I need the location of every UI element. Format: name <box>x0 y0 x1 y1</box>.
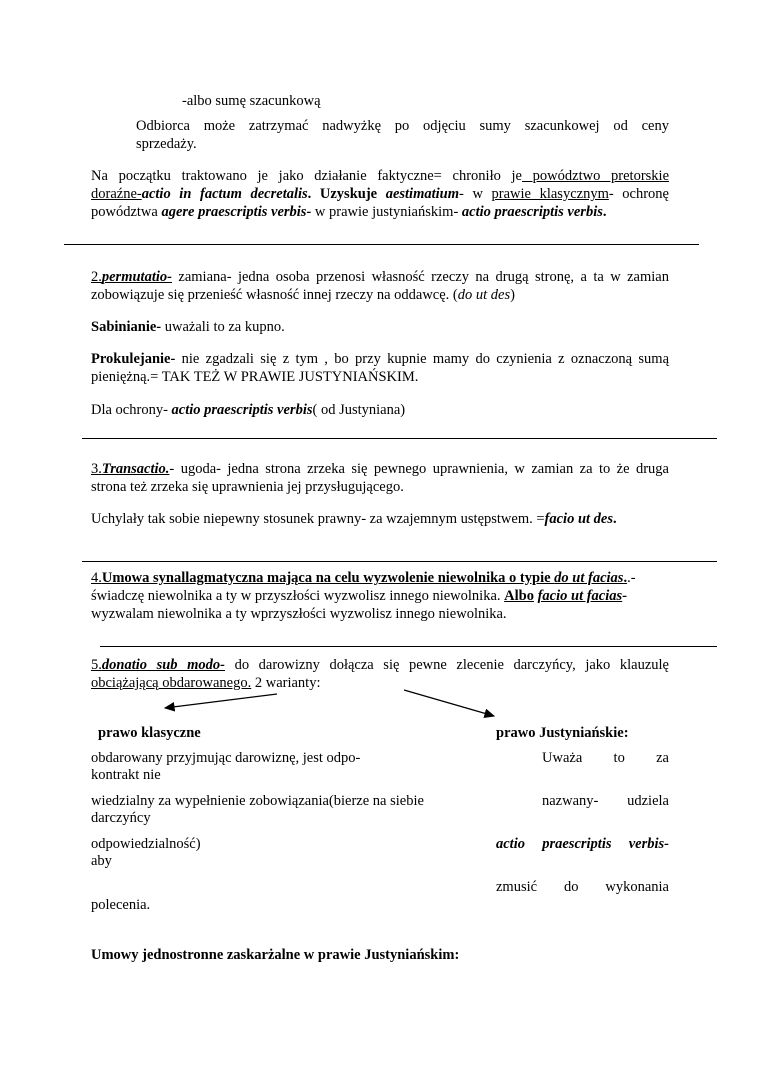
s3-term: Transactio. <box>101 461 170 477</box>
s3-num: 3. <box>91 461 102 477</box>
intro-end-dot: . <box>602 204 607 220</box>
s5-right-4 <box>496 878 669 896</box>
s5-r4-w1: zmusić <box>496 879 538 895</box>
s4-l2-a: świadczę niewolnika a ty w przyszłości wyzwolisz innego niewolnika. <box>91 588 505 604</box>
s3-l3-c: . <box>613 511 617 527</box>
s5-left-5: odpowiedzialność) <box>91 836 201 852</box>
s2-sab-label: Sabinianie- <box>91 319 162 335</box>
footer-heading: Umowy jednostronne zaskarżalne w prawie Justyniańskim: <box>91 947 460 963</box>
s2-line-1 <box>91 268 669 286</box>
s5-right-2 <box>542 792 669 810</box>
intro-prawie-klasycznym: prawie klasycznym <box>491 186 609 202</box>
intro-para-line-2 <box>91 185 669 203</box>
divider-3 <box>82 561 717 562</box>
intro-underlined: powództwo pretorskie <box>522 168 669 184</box>
s4-num: 4. <box>91 570 102 586</box>
s5-left-7: polecenia. <box>91 897 151 913</box>
s5-right-1 <box>542 749 669 767</box>
s2-l2-end: ) <box>510 287 515 303</box>
s3-l1-text: - ugoda- jedna strona zrzeka się pewnego uprawnienia, w zamian za to że druga <box>169 461 669 477</box>
s2-dla-c: ( od Justyniana) <box>312 402 406 418</box>
intro-actio-factum: actio in factum decretalis <box>141 186 308 202</box>
s4-title: Umowa synallagmatyczna mająca na celu wyzwolenie niewolnika o typie <box>101 570 555 586</box>
s2-dla-b: actio praescriptis verbis <box>171 402 313 418</box>
s5-r1-w2: to <box>613 750 625 766</box>
s5-r1-w1: Uważa <box>542 750 583 766</box>
intro-text: Na początku traktowano je jako działanie faktyczne= chroniło je <box>91 168 522 184</box>
s4-title-end: . <box>623 570 628 586</box>
s5-r4-w2: do <box>563 879 579 895</box>
s2-line-2 <box>91 286 515 304</box>
intro-actio-praescriptis: actio praescriptis verbis <box>461 204 603 220</box>
intro-powodztwa: powództwa <box>91 204 162 220</box>
s4-line-3: wyzwalam niewolnika a ty wprzyszłości wyzwolisz innego niewolnika. <box>91 606 507 622</box>
s5-warianty: 2 warianty: <box>251 675 321 691</box>
s5-r3-w3: verbis- <box>628 836 669 852</box>
s5-r4-w3: wykonania <box>605 879 669 895</box>
s2-prokulejanie-2: pieniężną.= TAK TEŻ W PRAWIE JUSTYNIAŃSKIM. <box>91 369 419 385</box>
s5-left-1: obdarowany przyjmując darowiznę, jest odpo- <box>91 750 361 766</box>
s2-dla-a: Dla ochrony- <box>91 402 172 418</box>
s3-line-3 <box>91 510 617 528</box>
intro-para-line-1 <box>91 167 669 185</box>
s3-line-1 <box>91 460 669 478</box>
s3-l3-a: Uchylały tak sobie niepewny stosunek prawny- za wzajemnym ustępstwem. = <box>91 511 545 527</box>
divider-1 <box>64 244 699 245</box>
intro-dot: . Uzyskuje <box>307 186 386 202</box>
s2-l2-text: zobowiązuje się przenieść własność innej rzeczy na oddawcę. ( <box>91 287 458 303</box>
s5-r1-w3: za <box>656 750 669 766</box>
s2-prok-text: nie zgadzali się z tym , bo przy kupnie mamy do czynienia z oznaczoną sumą <box>175 351 669 367</box>
intro-para-line-3 <box>91 203 607 221</box>
s5-right-heading: prawo Justyniańskie: <box>496 725 629 741</box>
s5-left-6: aby <box>91 853 112 869</box>
intro-doraźne: doraźne- <box>91 186 142 202</box>
s4-albo: Albo <box>504 588 534 604</box>
s4-l2-e: - <box>622 588 628 604</box>
intro-text-w: - w <box>459 186 492 202</box>
s4-do-ut-facias: do ut facias <box>554 570 624 586</box>
s5-left-4: darczyńcy <box>91 810 151 826</box>
arrow-right <box>404 690 494 716</box>
s4-facio-ut-facias: facio ut facias <box>537 588 623 604</box>
s2-prokulejanie-1 <box>91 350 669 368</box>
s5-l1-text: do darowizny dołącza się pewne zlecenie darczyńcy, jako klauzulę <box>224 657 669 673</box>
odbiorca-line-1: Odbiorca może zatrzymać nadwyżkę po odjęciu sumy szacunkowej od ceny <box>136 118 669 134</box>
s3-line-2: strona też zrzeka się uprawnienia jej przysługującego. <box>91 479 404 495</box>
intro-justynianskim: w prawie justyniańskim- <box>311 204 462 220</box>
s2-term: permutatio- <box>101 269 172 285</box>
divider-4 <box>100 646 717 647</box>
s5-r2-w1: nazwany- <box>542 793 599 809</box>
s5-line-2 <box>91 674 320 692</box>
s4-line-2 <box>91 587 627 605</box>
s2-sabinianie <box>91 318 285 336</box>
s2-dla-ochrony <box>91 401 405 419</box>
s5-left-3: wiedzialny za wypełnienie zobowiązania(bierze na siebie <box>91 793 424 809</box>
s5-r3-w2: praescriptis <box>542 836 612 852</box>
intro-aestimatium: aestimatium <box>385 186 460 202</box>
intro-agere: agere praescriptis verbis- <box>161 204 312 220</box>
line-suma: -albo sumę szacunkową <box>182 93 321 109</box>
s2-l1-text: zamiana- jedna osoba przenosi własność rzeczy na drugą stronę, a ta w zamian <box>171 269 669 285</box>
s5-left-heading: prawo klasyczne <box>98 725 201 741</box>
s5-line-1 <box>91 656 669 674</box>
s5-left-2: kontrakt nie <box>91 767 161 783</box>
s4-line-1 <box>91 569 636 587</box>
s5-num: 5. <box>91 657 102 673</box>
s5-term: donatio sub modo- <box>101 657 225 673</box>
s2-sab-text: uważali to za kupno. <box>161 319 285 335</box>
s5-r3-w1: actio <box>496 836 525 852</box>
s5-right-3 <box>496 835 669 853</box>
arrow-left <box>165 694 277 708</box>
s2-do-ut-des: do ut des <box>457 287 511 303</box>
intro-ochrone: - ochronę <box>608 186 669 202</box>
divider-2 <box>82 438 717 439</box>
s5-r2-w2: udziela <box>627 793 669 809</box>
s3-facio-ut-des: facio ut des <box>544 511 614 527</box>
s5-obciazajaca: obciążającą obdarowanego. <box>91 675 252 691</box>
s4-tail: .- <box>627 570 636 586</box>
odbiorca-line-2: sprzedaży. <box>136 136 197 152</box>
s2-prok-label: Prokulejanie- <box>91 351 176 367</box>
s2-num: 2. <box>91 269 102 285</box>
